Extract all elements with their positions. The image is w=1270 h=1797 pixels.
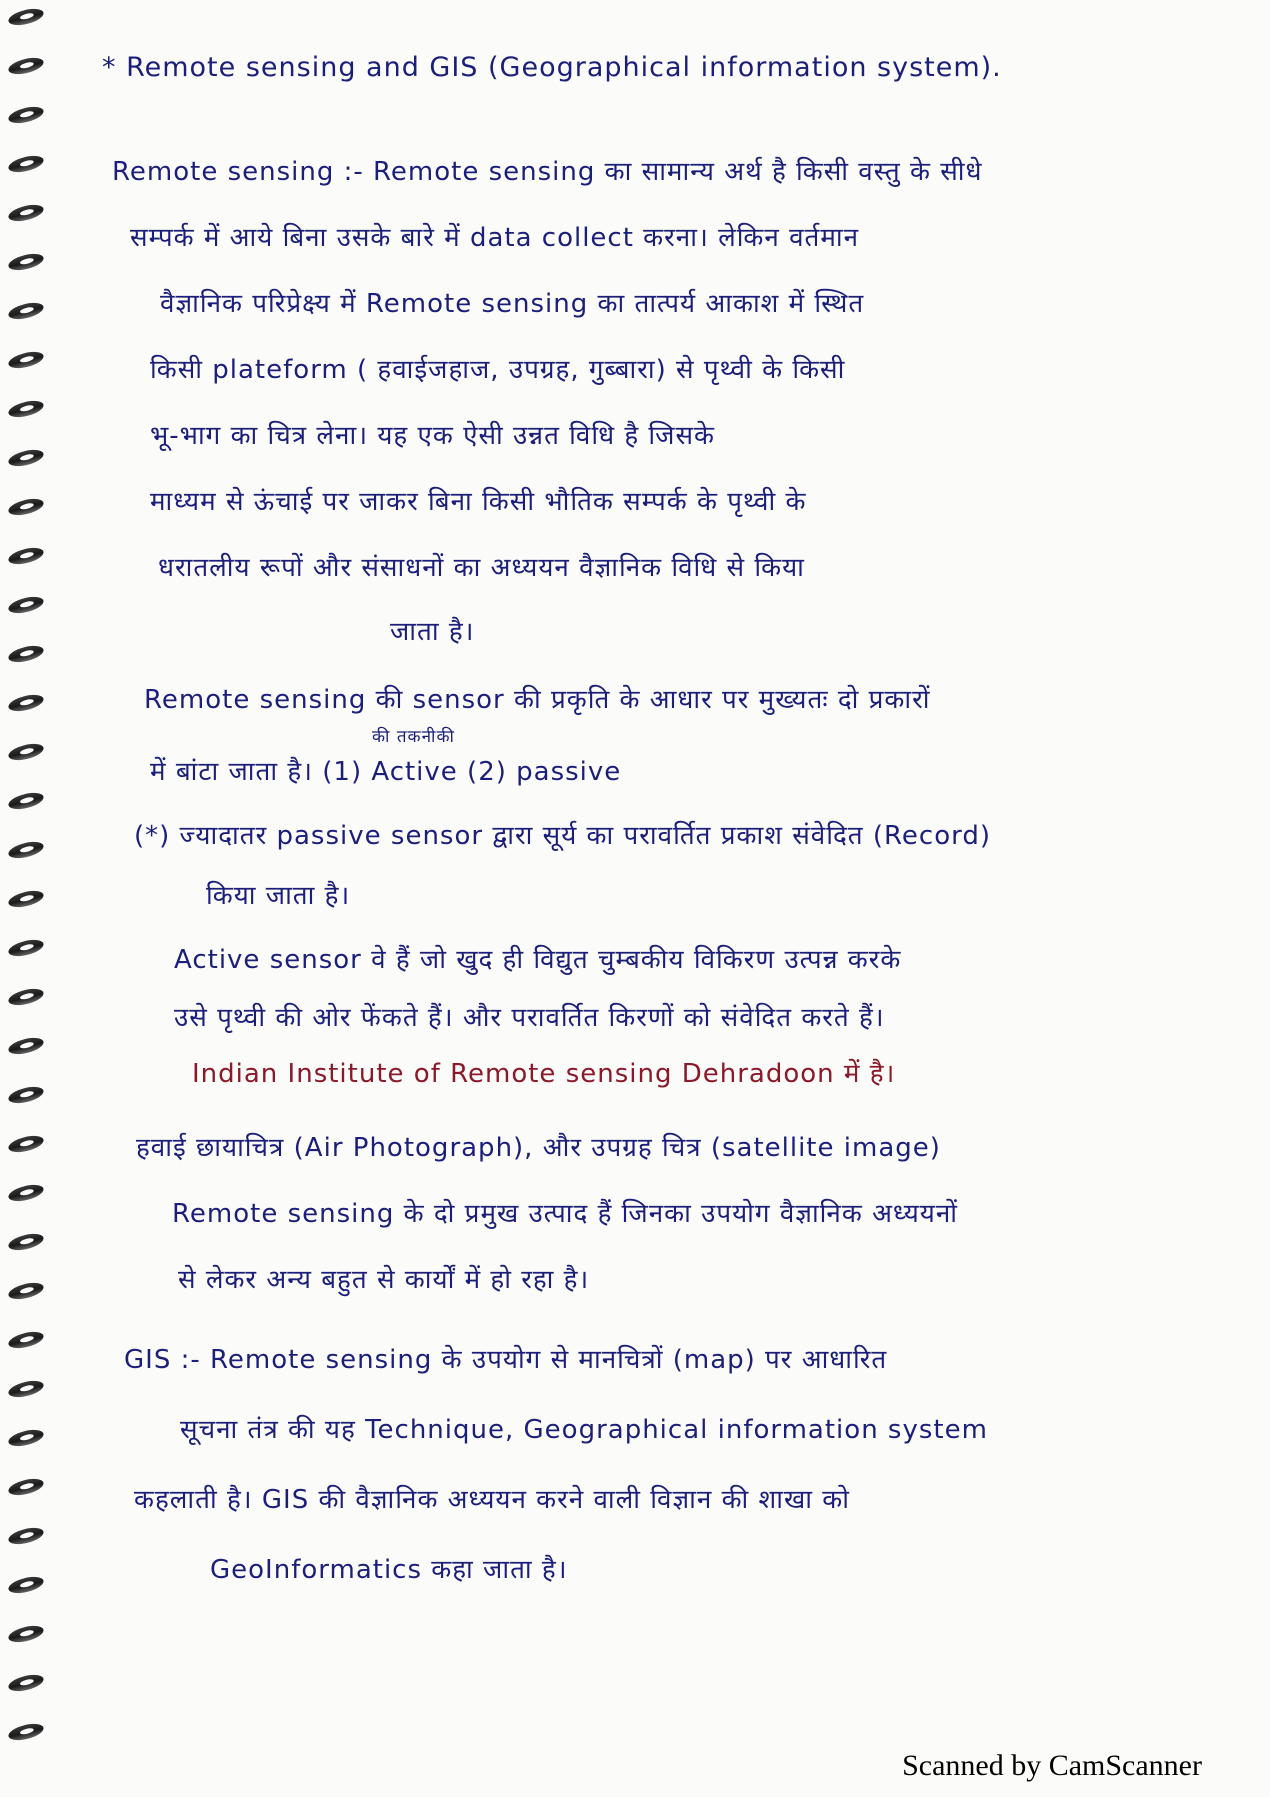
gis-line-1: GIS :- Remote sensing के उपयोग से मानचित्रों (map) पर आधारित	[124, 1345, 888, 1375]
rs-line-7: धरातलीय रूपों और संसाधनों का अध्ययन वैज्ञानिक विधि से किया	[158, 553, 805, 583]
spiral-ring	[7, 55, 45, 77]
spiral-ring	[7, 1672, 45, 1694]
products-line-3: से लेकर अन्य बहुत से कार्यों में हो रहा है।	[178, 1265, 590, 1295]
spiral-ring	[7, 1623, 45, 1645]
spiral-ring	[7, 1182, 45, 1204]
rs-line-8: जाता है।	[390, 617, 475, 647]
spiral-ring	[7, 741, 45, 763]
rs-line-5: भू-भाग का चित्र लेना। यह एक ऐसी उन्नत विधि है जिसके	[150, 421, 715, 451]
spiral-ring	[7, 937, 45, 959]
spiral-ring	[7, 790, 45, 812]
spiral-ring	[7, 1427, 45, 1449]
institute-line: Indian Institute of Remote sensing Dehradoon में है।	[192, 1059, 896, 1089]
spiral-ring	[7, 1329, 45, 1351]
spiral-ring	[7, 496, 45, 518]
rs-line-3: वैज्ञानिक परिप्रेक्ष्य में Remote sensing का तात्पर्य आकाश में स्थित	[160, 289, 865, 319]
spiral-ring	[7, 1133, 45, 1155]
spiral-ring	[7, 398, 45, 420]
spiral-ring	[7, 202, 45, 224]
spiral-ring	[7, 1084, 45, 1106]
spiral-ring	[7, 300, 45, 322]
spiral-ring	[7, 692, 45, 714]
rs-line-4: किसी plateform ( हवाईजहाज, उपग्रह, गुब्बारा) से पृथ्वी के किसी	[150, 355, 846, 385]
active-line-2: उसे पृथ्वी की ओर फेंकते हैं। और परावर्तित किरणों को संवेदित करते हैं।	[174, 1003, 885, 1033]
sensor-line-1: Remote sensing की sensor की प्रकृति के आधार पर मुख्यतः दो प्रकारों	[144, 685, 931, 715]
products-line-1: हवाई छायाचित्र (Air Photograph), और उपग्रह चित्र (satellite image)	[136, 1133, 941, 1163]
passive-line-1: (*) ज्यादातर passive sensor द्वारा सूर्य का परावर्तित प्रकाश संवेदित (Record)	[134, 821, 991, 851]
spiral-binding	[0, 0, 60, 1797]
sensor-insert-note: की तकनीकी	[372, 727, 455, 747]
spiral-ring	[7, 1525, 45, 1547]
spiral-ring	[7, 1378, 45, 1400]
spiral-ring	[7, 545, 45, 567]
gis-line-4: GeoInformatics कहा जाता है।	[210, 1555, 568, 1585]
scanner-watermark: Scanned by CamScanner	[902, 1749, 1202, 1782]
spiral-ring	[7, 1035, 45, 1057]
spiral-ring	[7, 349, 45, 371]
spiral-ring	[7, 839, 45, 861]
spiral-ring	[7, 888, 45, 910]
spiral-ring	[7, 153, 45, 175]
spiral-ring	[7, 251, 45, 273]
products-line-2: Remote sensing के दो प्रमुख उत्पाद हैं जिनका उपयोग वैज्ञानिक अध्ययनों	[172, 1199, 959, 1229]
gis-line-2: सूचना तंत्र की यह Technique, Geographical information system	[180, 1415, 988, 1445]
spiral-ring	[7, 1231, 45, 1253]
gis-line-3: कहलाती है। GIS की वैज्ञानिक अध्ययन करने वाली विज्ञान की शाखा को	[134, 1485, 850, 1515]
spiral-ring	[7, 986, 45, 1008]
active-line-1: Active sensor वे हैं जो खुद ही विद्युत चुम्बकीय विकिरण उत्पन्न करके	[174, 945, 902, 975]
spiral-ring	[7, 643, 45, 665]
page-title: * Remote sensing and GIS (Geographical information system).	[102, 52, 1002, 83]
rs-line-2: सम्पर्क में आये बिना उसके बारे में data collect करना। लेकिन वर्तमान	[130, 223, 860, 253]
spiral-ring	[7, 594, 45, 616]
sensor-line-2: में बांटा जाता है। (1) Active (2) passive	[150, 757, 622, 787]
spiral-ring	[7, 1280, 45, 1302]
spiral-ring	[7, 1476, 45, 1498]
spiral-ring	[7, 447, 45, 469]
spiral-ring	[7, 1721, 45, 1743]
spiral-ring	[7, 104, 45, 126]
rs-line-1: Remote sensing :- Remote sensing का सामान्य अर्थ है किसी वस्तु के सीधे	[112, 157, 983, 187]
spiral-ring	[7, 1574, 45, 1596]
rs-line-6: माध्यम से ऊंचाई पर जाकर बिना किसी भौतिक सम्पर्क के पृथ्वी के	[150, 487, 807, 517]
passive-line-2: किया जाता है।	[206, 881, 351, 911]
spiral-ring	[7, 6, 45, 28]
